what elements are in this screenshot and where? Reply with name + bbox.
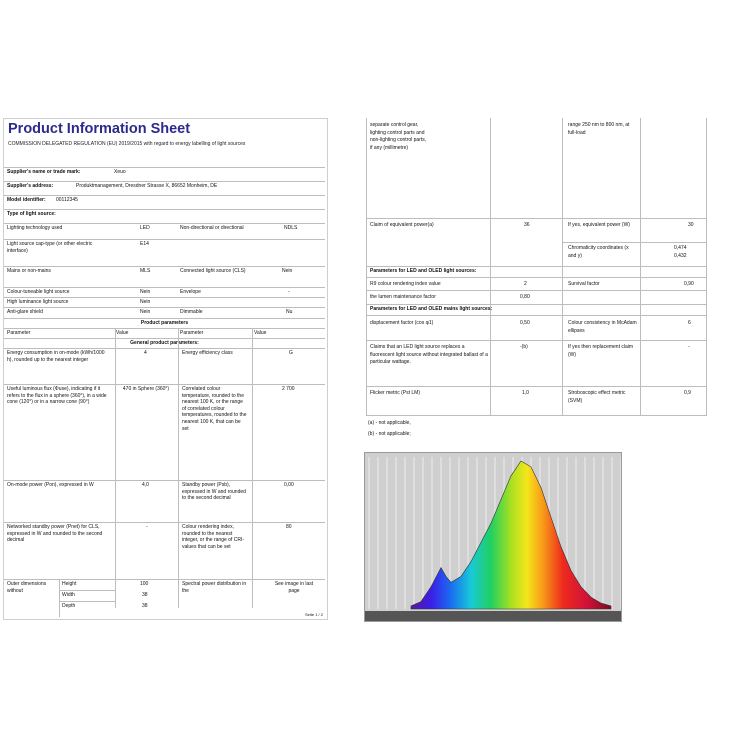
param-name: Flicker metric (Pst LM): [370, 390, 420, 396]
params-heading: Product parameters: [140, 320, 189, 326]
col-header: Parameter: [180, 330, 204, 336]
footnote-text: not applicable;: [378, 431, 411, 437]
dim-value: 38: [142, 592, 148, 598]
param-name: Colour consistency in McAdam ellipses: [568, 320, 637, 334]
x-axis-bar: [365, 611, 621, 621]
supplier-name-label: Supplier's name or trade mark:: [7, 169, 81, 175]
type-param: Light source cap-type (or other electric interface): [7, 241, 93, 254]
type-row: [4, 239, 325, 254]
dim-key: Depth: [62, 603, 76, 609]
param-name: Energy consumption in on-mode (kWh/1000 h), rounded up to the nearest integer: [7, 350, 105, 363]
type-param: Mains or non-mains: [7, 268, 51, 274]
footnote-mark: (a) -: [368, 420, 378, 426]
type-value: Nein: [282, 268, 293, 274]
param-name: Stroboscopic effect metric (SVM): [568, 390, 626, 404]
type-value: Nein: [140, 289, 151, 295]
supplier-address-row: [4, 181, 325, 194]
type-value: E14: [140, 241, 149, 247]
type-row: [4, 223, 325, 238]
param-value: 36: [524, 222, 530, 228]
param-value: 1,0: [522, 390, 529, 396]
param-row: [4, 522, 325, 578]
type-row: [4, 287, 325, 297]
param-value: 0,50: [520, 320, 530, 326]
general-heading: General product parameters:: [130, 340, 199, 346]
params-heading-row: [4, 318, 325, 328]
param-row: [4, 348, 325, 383]
param-name: On-mode power (Pon), expressed in W: [7, 482, 94, 488]
type-heading-row: [4, 209, 325, 222]
param-name: the lumen maintenance factor: [370, 294, 436, 300]
type-row: [4, 266, 325, 281]
type-value: NDLS: [284, 225, 298, 231]
param-name: Colour rendering index, rounded to the nearest integer, or the range of CRI-values that can be set: [182, 524, 244, 550]
supplier-name: Xeuo: [114, 169, 126, 175]
type-value: Nein: [140, 299, 151, 305]
model-identifier: 00112345: [56, 197, 78, 203]
spd-value: See image in last page: [274, 581, 314, 594]
supplier-name-row: [4, 167, 325, 180]
param-name: If yes, equivalent power (W): [568, 222, 630, 228]
model-row: [4, 195, 325, 208]
dimensions-row: [4, 579, 325, 618]
mains-heading: Parameters for LED and OLED mains light sources:: [370, 306, 493, 312]
footnote: [368, 431, 411, 439]
type-param: Non-directional or directional: [180, 225, 244, 231]
param-row: [4, 384, 325, 479]
param-value: 0,90: [684, 281, 694, 287]
param-value: 0,474 0,432: [674, 245, 687, 259]
type-value: Nu: [286, 309, 293, 315]
param-value: 4,0: [142, 482, 149, 488]
footnote-mark: (b) -: [368, 431, 378, 437]
col-header: Value: [116, 330, 129, 336]
param-value: 4: [144, 350, 147, 356]
type-param: Anti-glare shield: [7, 309, 43, 315]
param-value: 6: [688, 320, 691, 326]
page-number: Seite 1 / 2: [304, 611, 323, 617]
type-param: Dimmable: [180, 309, 203, 315]
param-name: displacement factor (cos φ1): [370, 320, 434, 326]
param-value: G: [289, 350, 293, 356]
type-param: Connected light source (CLS): [180, 268, 246, 274]
supplier-address-label: Supplier's address:: [7, 183, 54, 189]
col-header: Value: [254, 330, 267, 336]
type-param: High luminance light source: [7, 299, 69, 305]
dim-value: 100: [140, 581, 149, 587]
type-heading: Type of light source:: [7, 211, 56, 217]
param-value: 80: [286, 524, 292, 530]
param-row: [4, 480, 325, 521]
type-param: Lighting technology used: [7, 225, 63, 231]
param-name: If yes then replacement claim (W): [568, 344, 634, 358]
spectrum-chart: [364, 452, 622, 622]
type-value: -: [288, 289, 290, 295]
param-value: 2 700: [282, 386, 295, 392]
param-value: 470 in Sphere (360°): [122, 386, 170, 392]
type-value: MLS: [140, 268, 151, 274]
spd-range-cell: range 250 nm to 800 nm, at full-load: [568, 122, 630, 136]
param-name: Standby power (Psb), expressed in W and rounded to the second decimal: [182, 482, 246, 502]
spd-label: Spectral power distribution in the: [182, 581, 247, 594]
dim-key: Height: [62, 581, 77, 587]
param-name: Networked standby power (Pnet) for CLS, expressed in W and rounded to the second decimal: [7, 524, 103, 544]
param-value: 0,80: [520, 294, 530, 300]
param-value: -(b): [520, 344, 528, 350]
type-row: [4, 297, 325, 307]
param-value: -: [688, 344, 690, 350]
footnote: [368, 420, 411, 428]
type-value: Nein: [140, 309, 151, 315]
left-page: [3, 118, 328, 620]
led-heading: Parameters for LED and OLED light sources:: [370, 268, 477, 274]
type-param: Envelope: [180, 289, 201, 295]
param-name: Claims that an LED light source replaces a fluorescent light source without integrated ballast of a particular wattage.: [370, 344, 488, 365]
type-row: [4, 307, 325, 317]
dim-key: Width: [62, 592, 75, 598]
col-header: Parameter: [7, 330, 31, 336]
param-name: Energy efficiency class: [182, 350, 233, 356]
type-param: Colour-tuneable light source: [7, 289, 70, 295]
sheet-title: Product Information Sheet: [8, 121, 191, 137]
type-value: LED: [140, 225, 150, 231]
param-name: Correlated colour temperature, rounded to the nearest 100 K, or the range of correlated colour temperatures, rounded to the nearest 100 K, that can be set: [182, 386, 247, 432]
dims-label: Outer dimensions without: [7, 581, 47, 594]
general-heading-row: [4, 338, 325, 348]
dim-value: 38: [142, 603, 148, 609]
param-name: Useful luminous flux (Φuse), indicating if it refers to the flux in a sphere (360°), in a wide cone (120°) or in a narrow cone (90°): [7, 386, 107, 406]
spectrum-svg: [365, 453, 621, 621]
param-value: 30: [688, 222, 694, 228]
column-headers: [4, 328, 325, 338]
supplier-address: Produktmanagement, Dresdner Strasse X, 86652 Monheim, DE: [76, 183, 218, 189]
param-name: Survival factor: [568, 281, 600, 287]
param-name: Claim of equivalent power(a): [370, 222, 434, 228]
param-name: R9 colour rendering index value: [370, 281, 441, 287]
param-value: -: [146, 524, 148, 530]
dimension-cell: separate control gear, lighting control parts and non-lighting control parts, if any (millimetre): [370, 122, 427, 151]
footnote-text: not applicable,: [378, 420, 411, 426]
regulation-text: COMMISSION DELEGATED REGULATION (EU) 2019/2015 with regard to energy labelling of light sources: [8, 141, 246, 147]
model-label: Model identifier:: [7, 197, 46, 203]
param-value: 0,9: [684, 390, 691, 396]
param-value: 0,00: [284, 482, 294, 488]
param-value: 2: [524, 281, 527, 287]
param-name: Chromaticity coordinates (x and y): [568, 245, 629, 259]
